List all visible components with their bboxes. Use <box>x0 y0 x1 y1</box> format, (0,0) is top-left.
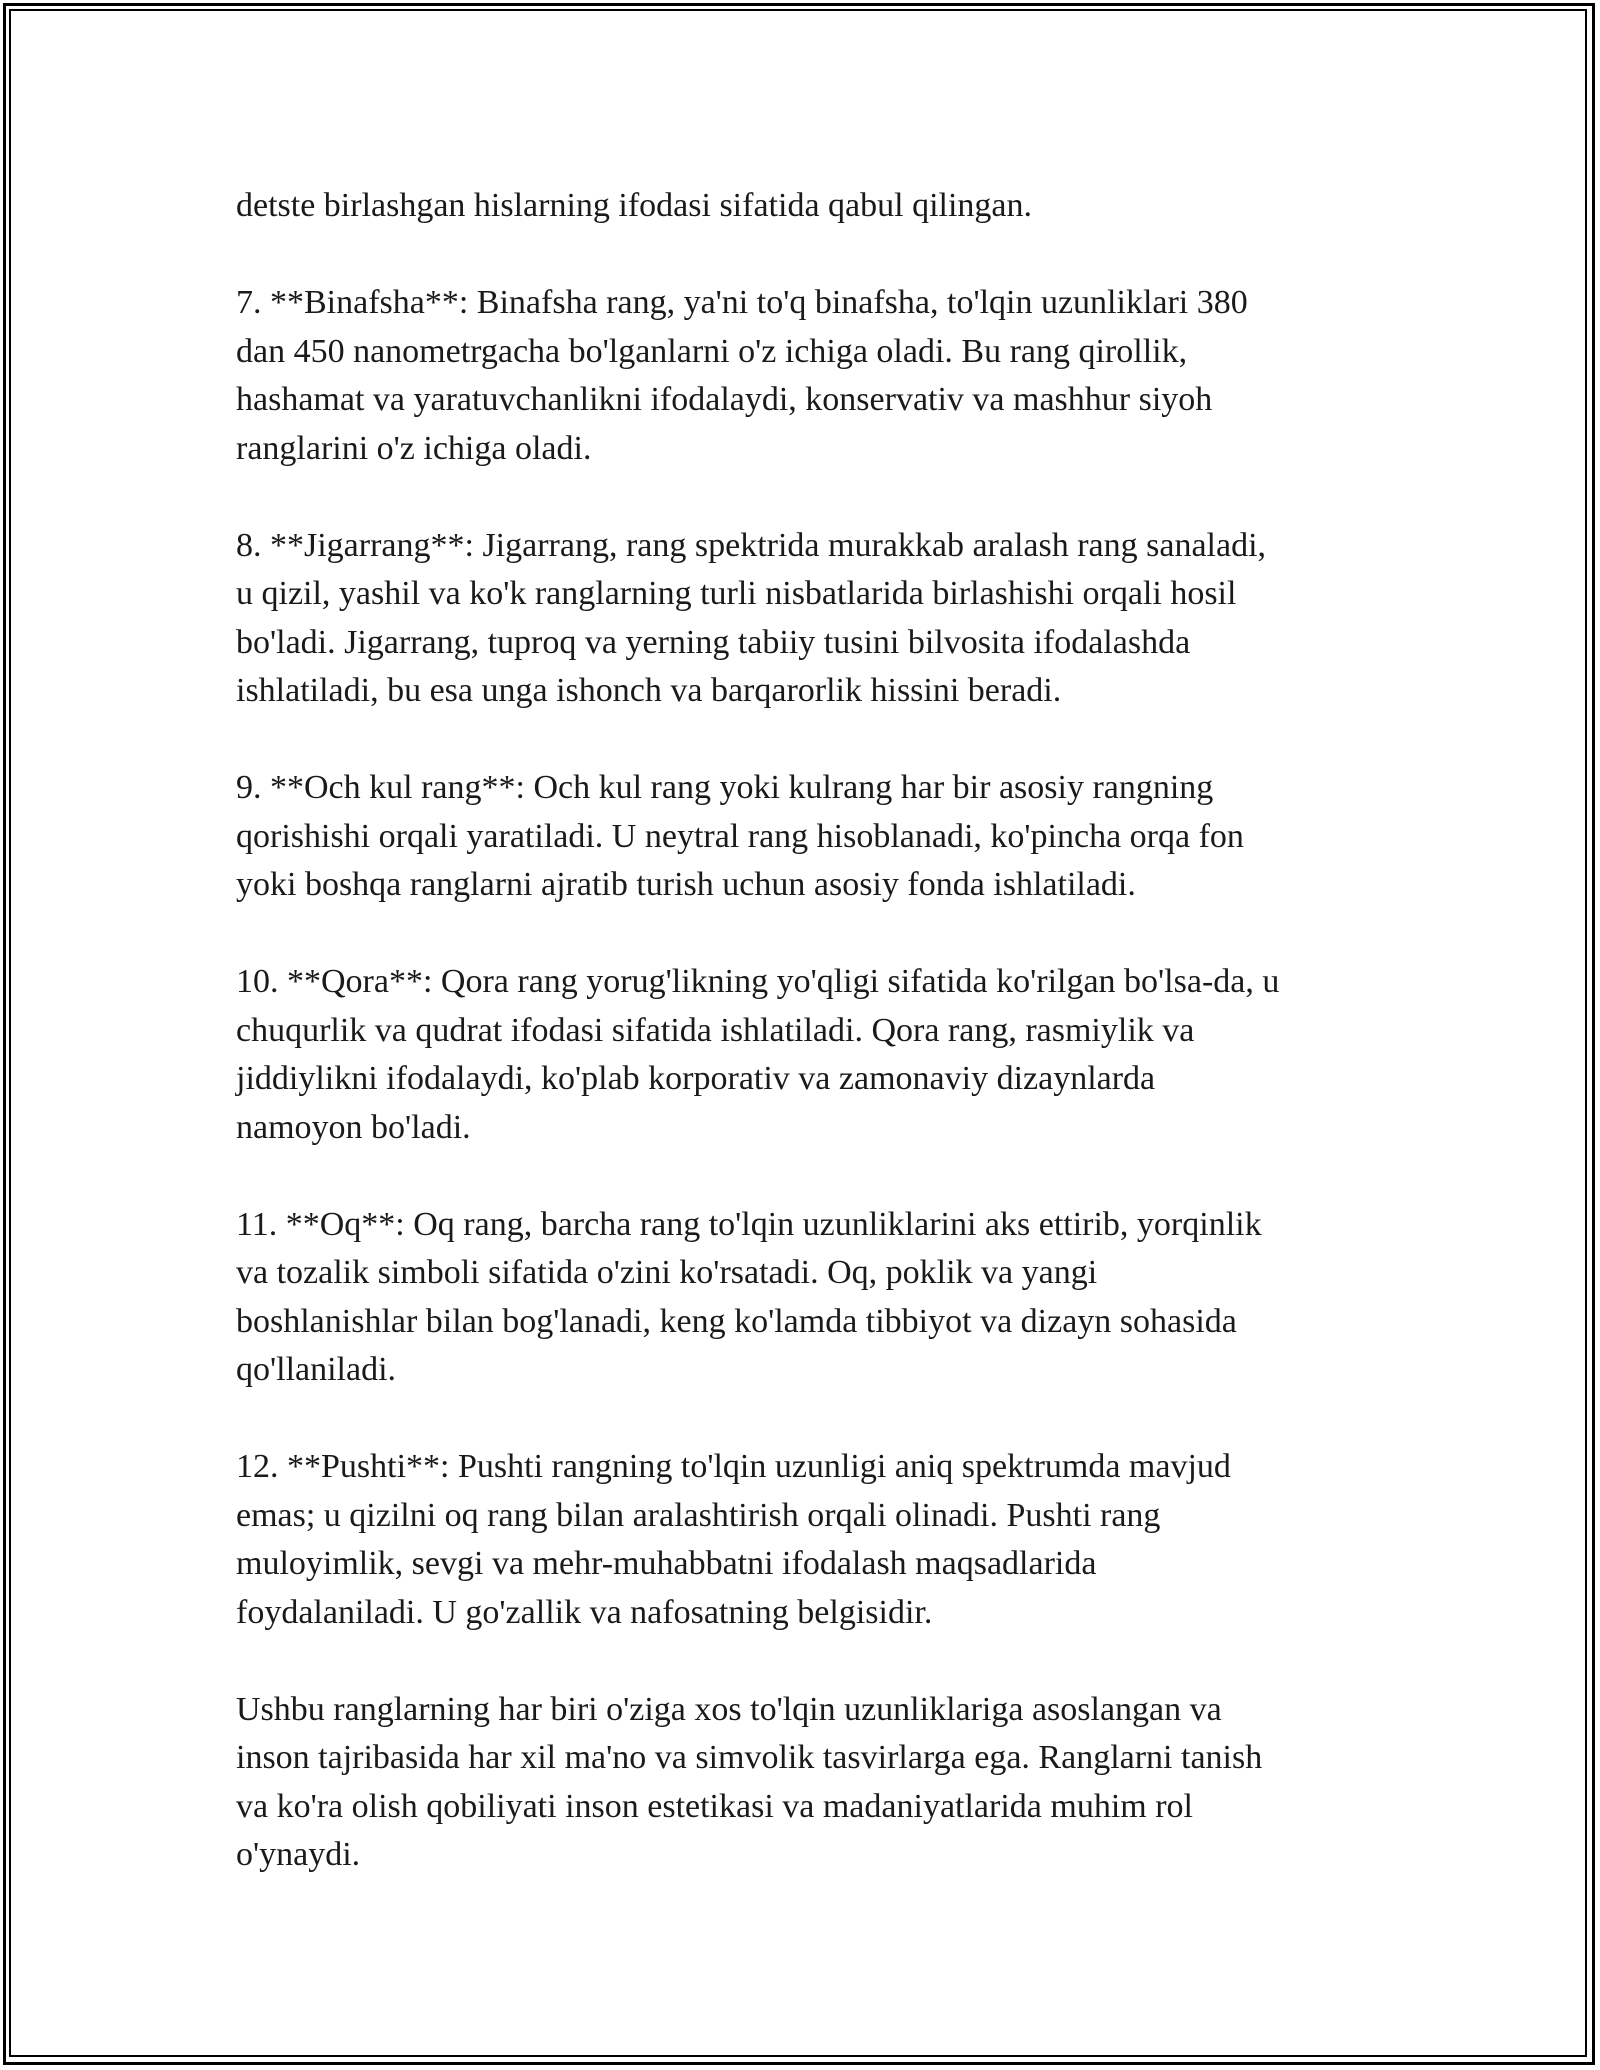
paragraph-item-10-qora: 10. **Qora**: Qora rang yorug'likning yo'qligi sifatida ko'rilgan bo'lsa-da, u chuqurlik va qudrat ifodasi sifatida ishlatiladi. Qora rang, rasmiylik va jiddiylikni ifodalaydi, ko'plab korporativ va zamonaviy dizaynlarda namoyon bo'ladi. <box>236 963 1280 1146</box>
document-body <box>236 182 1396 1928</box>
paragraph-item-12-pushti: 12. **Pushti**: Pushti rangning to'lqin uzunligi aniq spektrumda mavjud emas; u qizilni oq rang bilan aralashtirish orqali olinadi. Pushti rang muloyimlik, sevgi va mehr-muhabbatni ifodalash maqsadlarida foydalaniladi. U go'zallik va nafosatning belgisidir. <box>236 1448 1231 1631</box>
paragraph-conclusion: Ushbu ranglarning har biri o'ziga xos to'lqin uzunliklariga asoslangan va inson tajribasida har xil ma'no va simvolik tasvirlarga ega. Ranglarni tanish va ko'ra olish qobiliyati inson estetikasi va madaniyatlarida muhim rol o'ynaydi. <box>236 1690 1263 1873</box>
paragraph-item-9-och-kul-rang: 9. **Och kul rang**: Och kul rang yoki kulrang har bir asosiy rangning qorishishi orqali yaratiladi. U neytral rang hisoblanadi, ko'pincha orqa fon yoki boshqa ranglarni ajratib turish uchun asosiy fonda ishlatiladi. <box>236 769 1244 903</box>
paragraph-continuation: detste birlashgan hislarning ifodasi sifatida qabul qilingan. <box>236 187 1032 224</box>
paragraph-item-11-oq: 11. **Oq**: Oq rang, barcha rang to'lqin uzunliklarini aks ettirib, yorqinlik va tozalik simboli sifatida o'zini ko'rsatadi. Oq, poklik va yangi boshlanishlar bilan bog'lanadi, keng ko'lamda tibbiyot va dizayn sohasida qo'llaniladi. <box>236 1205 1262 1388</box>
paragraph-item-7-binafsha: 7. **Binafsha**: Binafsha rang, ya'ni to'q binafsha, to'lqin uzunliklari 380 dan 450 nanometrgacha bo'lganlarni o'z ichiga oladi. Bu rang qirollik, hashamat va yaratuvchanlikni ifodalaydi, konservativ va mashhur siyoh ranglarini o'z ichiga oladi. <box>236 284 1248 467</box>
paragraph-item-8-jigarrang: 8. **Jigarrang**: Jigarrang, rang spektrida murakkab aralash rang sanaladi, u qizil, yashil va ko'k ranglarning turli nisbatlarida birlashishi orqali hosil bo'ladi. Jigarrang, tuproq va yerning tabiiy tusini bilvosita ifodalashda ishlatiladi, bu esa unga ishonch va barqarorlik hissini beradi. <box>236 526 1267 709</box>
